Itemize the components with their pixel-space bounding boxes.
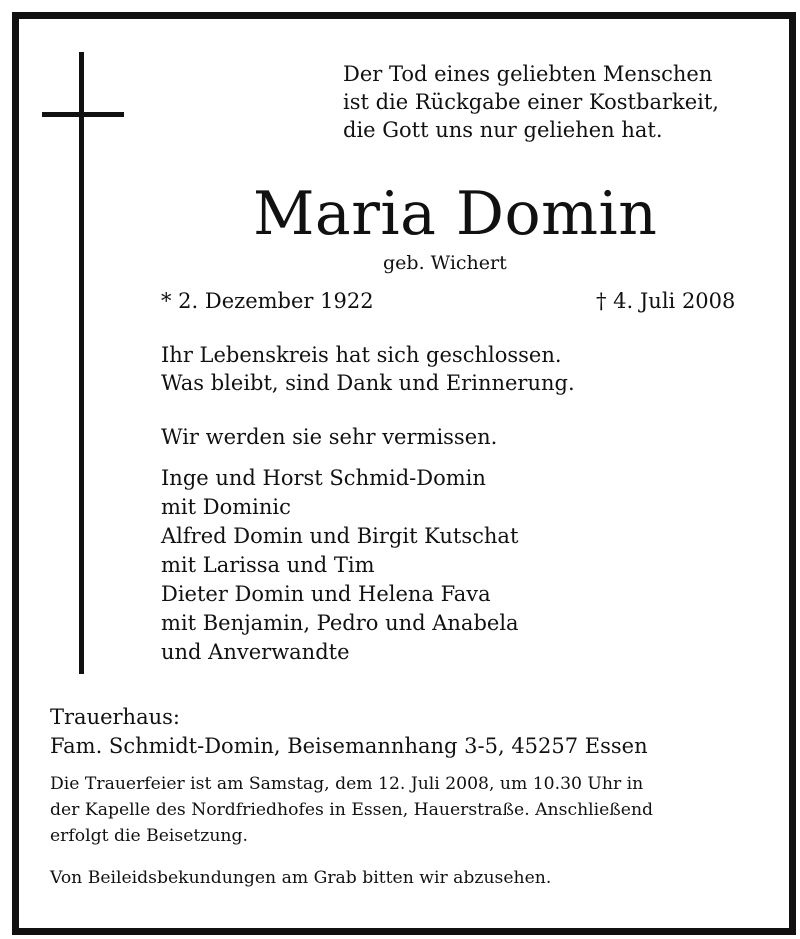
service-line: der Kapelle des Nordfriedhofes in Essen, Hauerstraße. Anschließend: [50, 800, 654, 820]
epitaph-line: Ihr Lebenskreis hat sich geschlossen.: [161, 343, 562, 367]
mourner-line: mit Dominic: [161, 495, 291, 519]
mourner-line: Inge und Horst Schmid-Domin: [161, 466, 486, 490]
birth-date: * 2. Dezember 1922: [161, 289, 374, 313]
cross-vertical-bar: [79, 52, 84, 674]
mourner-line: mit Larissa und Tim: [161, 553, 375, 577]
house-label: Trauerhaus:: [50, 705, 180, 729]
service-line: erfolgt die Beisetzung.: [50, 826, 248, 846]
miss-line: Wir werden sie sehr vermissen.: [161, 425, 498, 449]
cross-horizontal-bar: [42, 112, 124, 117]
death-date: † 4. Juli 2008: [596, 289, 736, 313]
motto-line: die Gott uns nur geliehen hat.: [343, 118, 663, 142]
mourner-line: Alfred Domin und Birgit Kutschat: [161, 524, 519, 548]
mourner-line: Dieter Domin und Helena Fava: [161, 582, 491, 606]
house-address: Fam. Schmidt-Domin, Beisemannhang 3-5, 45257 Essen: [50, 734, 648, 758]
mourner-line: und Anverwandte: [161, 640, 350, 664]
birth-name: geb. Wichert: [383, 252, 507, 274]
motto-line: ist die Rückgabe einer Kostbarkeit,: [343, 90, 719, 114]
epitaph-line: Was bleibt, sind Dank und Erinnerung.: [161, 371, 575, 395]
mourner-line: mit Benjamin, Pedro und Anabela: [161, 611, 519, 635]
condolence-note: Von Beileidsbekundungen am Grab bitten wir abzusehen.: [50, 868, 552, 888]
deceased-name: Maria Domin: [253, 179, 658, 249]
motto-line: Der Tod eines geliebten Menschen: [343, 62, 713, 86]
service-line: Die Trauerfeier ist am Samstag, dem 12. Juli 2008, um 10.30 Uhr in: [50, 774, 644, 794]
